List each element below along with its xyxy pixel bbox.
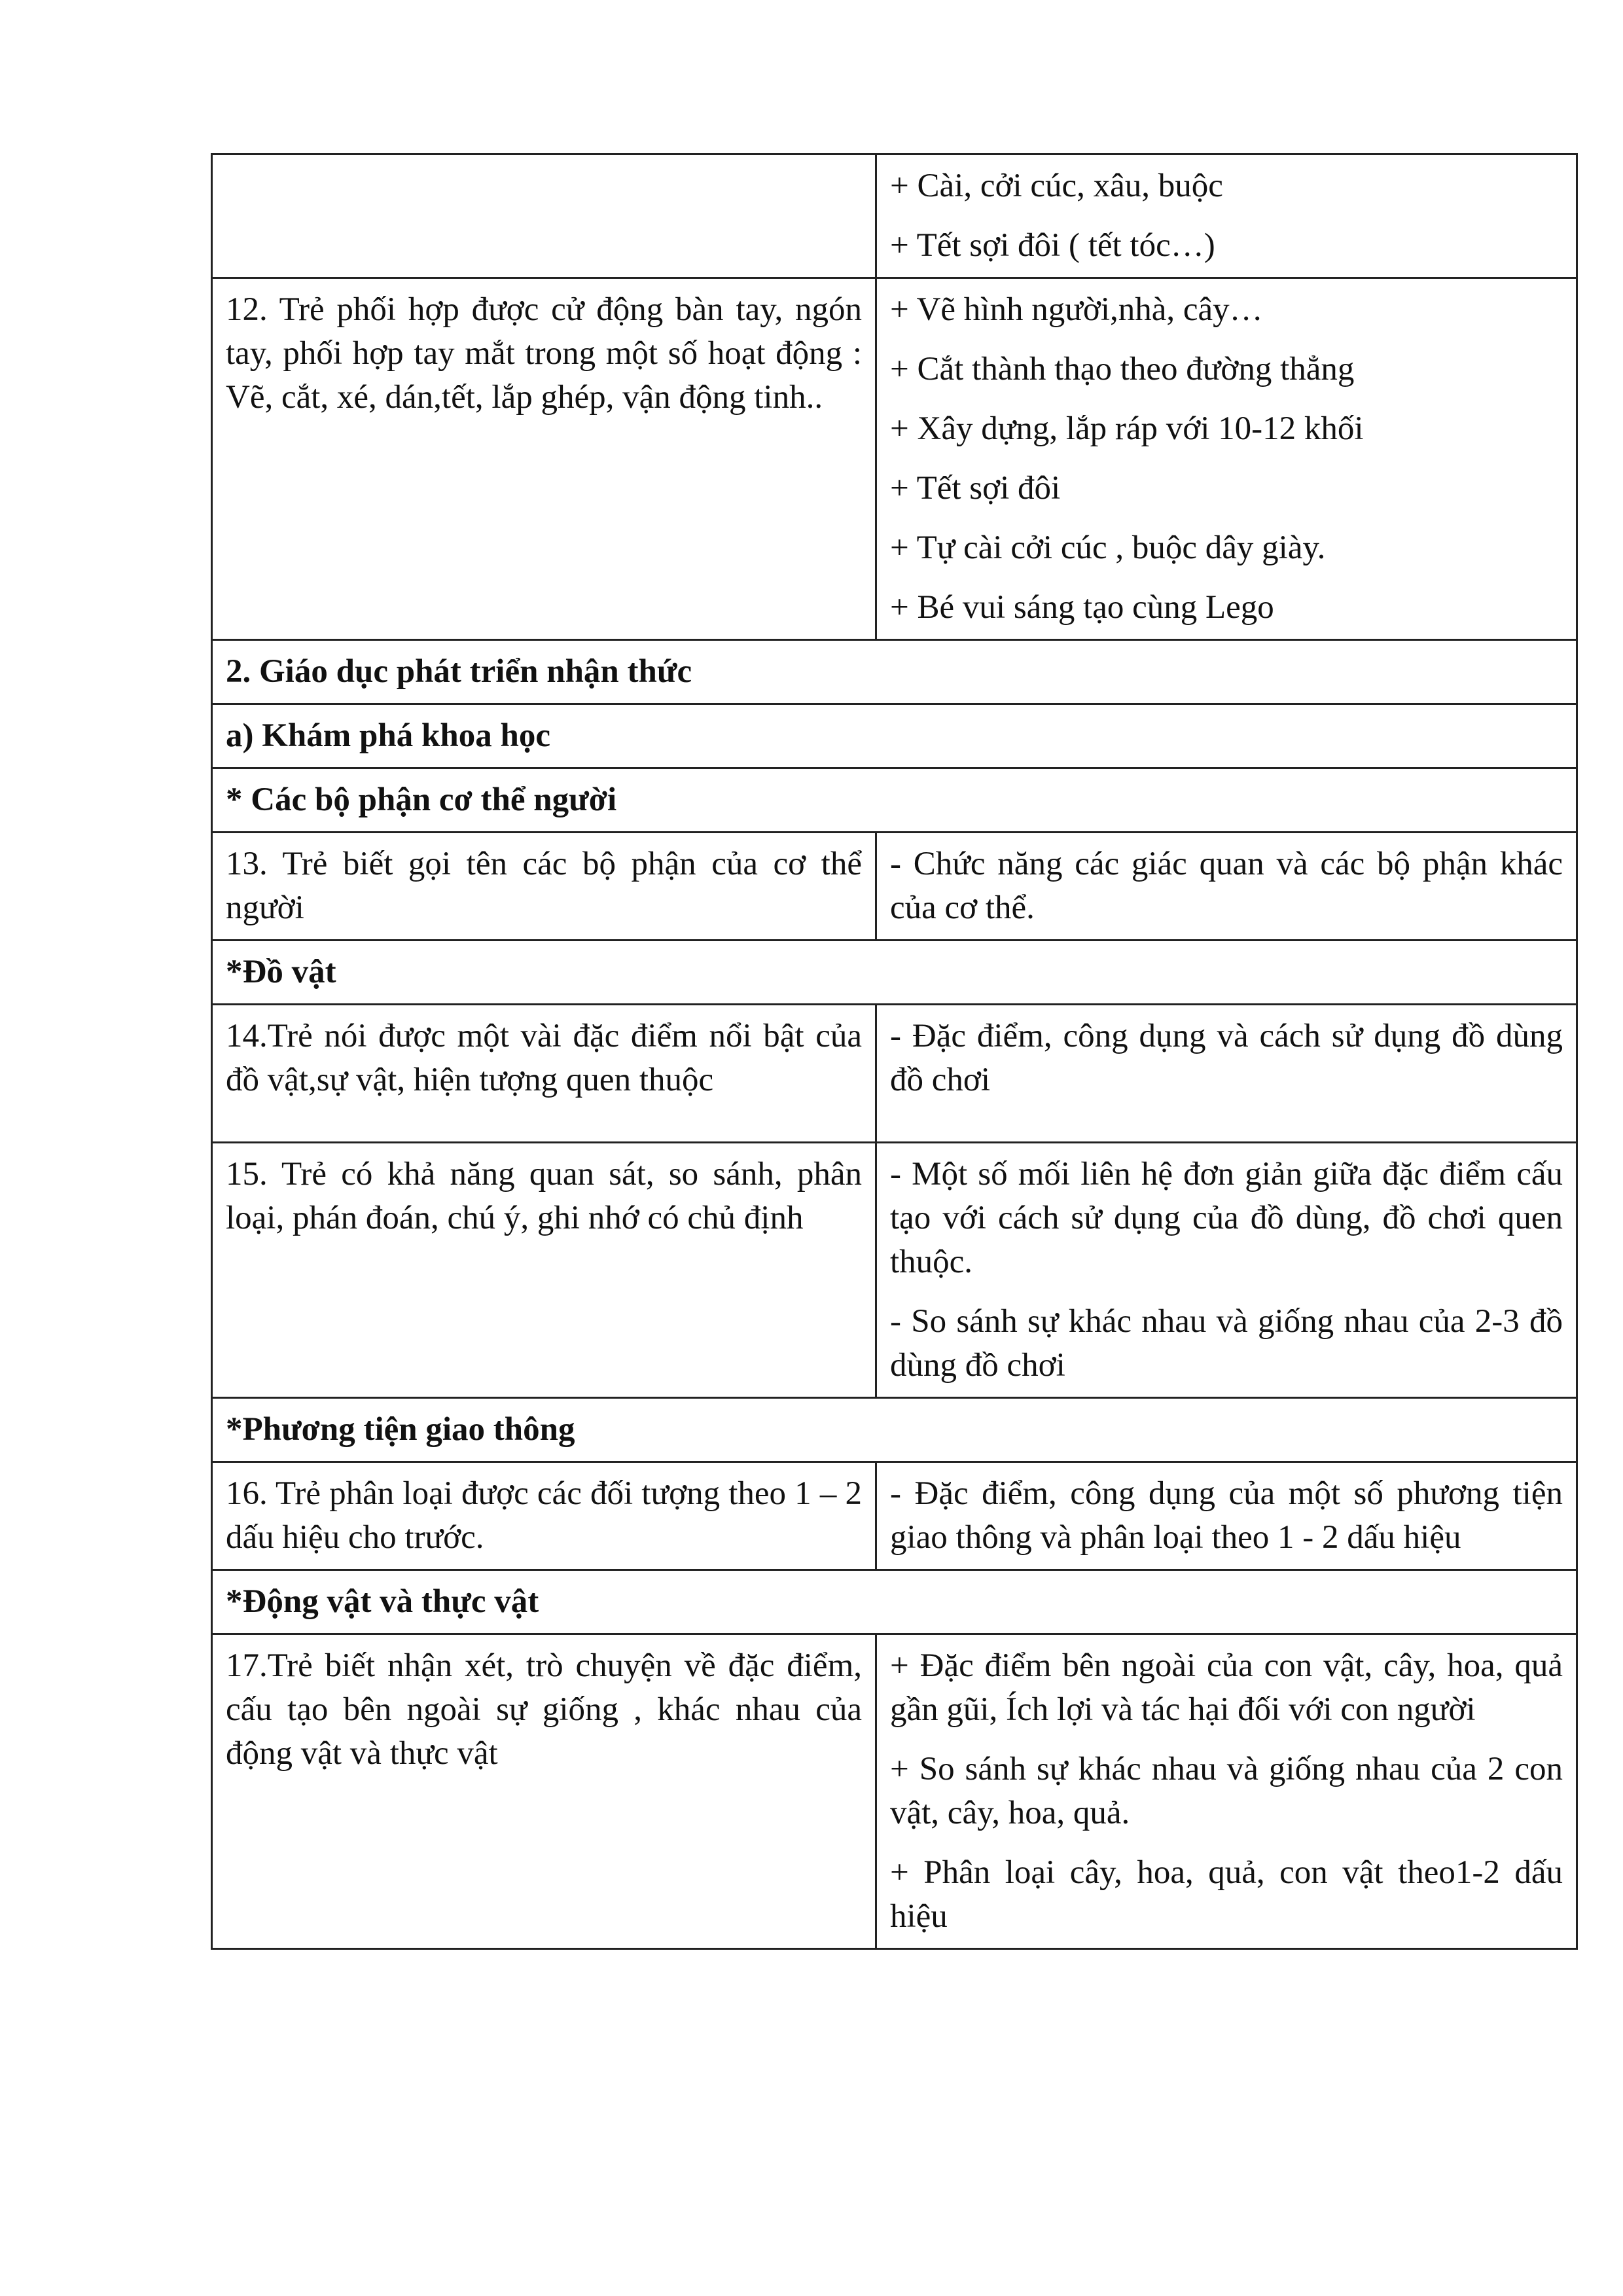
goal-cell [212, 278, 876, 640]
content-item: + Đặc điểm bên ngoài của con vật, cây, hoa, quả gần gũi, Ích lợi và tác hại đối với con người [890, 1647, 1563, 1728]
content-cell [876, 154, 1577, 278]
content-item: + Cắt thành thạo theo đường thẳng [890, 351, 1355, 387]
goal-cell [212, 154, 876, 278]
content-item: + Vẽ hình người,nhà, cây… [890, 291, 1263, 328]
section-heading: *Động vật và thực vật [212, 1570, 1577, 1634]
section-row [212, 704, 1577, 768]
table-row [212, 278, 1577, 640]
curriculum-table [211, 153, 1578, 1950]
section-row [212, 941, 1577, 1005]
content-item: - Một số mối liên hệ đơn giản giữa đặc điểm cấu tạo với cách sử dụng của đồ dùng, đồ chơi quen thuộc. [890, 1156, 1563, 1280]
goal-text: 12. Trẻ phối hợp được cử động bàn tay, ngón tay, phối hợp tay mắt trong một số hoạt động : Vẽ, cắt, xé, dán,tết, lắp ghép, vận động tinh.. [226, 291, 862, 416]
goal-cell [212, 1143, 876, 1398]
content-item: + Tết sợi đôi ( tết tóc…) [890, 227, 1215, 264]
content-item: + Xây dựng, lắp ráp với 10-12 khối [890, 410, 1364, 447]
goal-text: 13. Trẻ biết gọi tên các bộ phận của cơ thể người [226, 846, 862, 926]
section-heading: a) Khám phá khoa học [212, 704, 1577, 768]
section-heading: *Đồ vật [212, 941, 1577, 1005]
goal-cell [212, 1462, 876, 1570]
section-heading: 2. Giáo dục phát triển nhận thức [212, 640, 1577, 704]
content-item: + So sánh sự khác nhau và giống nhau của 2 con vật, cây, hoa, quả. [890, 1751, 1563, 1831]
section-row [212, 1570, 1577, 1634]
content-item: - Chức năng các giác quan và các bộ phận khác của cơ thể. [890, 846, 1563, 926]
content-cell [876, 1005, 1577, 1143]
table-row [212, 1462, 1577, 1570]
content-item: + Tết sợi đôi [890, 470, 1061, 507]
section-heading: * Các bộ phận cơ thể người [212, 768, 1577, 833]
table-row [212, 154, 1577, 278]
table-row [212, 1143, 1577, 1398]
section-heading: *Phương tiện giao thông [212, 1398, 1577, 1462]
section-row [212, 1398, 1577, 1462]
goal-text: 17.Trẻ biết nhận xét, trò chuyện về đặc điểm, cấu tạo bên ngoài sự giống , khác nhau của động vật và thực vật [226, 1647, 862, 1772]
content-item: + Tự cài cởi cúc , buộc dây giày. [890, 529, 1326, 566]
goal-cell [212, 1005, 876, 1143]
goal-text: 14.Trẻ nói được một vài đặc điểm nổi bật của đồ vật,sự vật, hiện tượng quen thuộc [226, 1018, 862, 1098]
content-item: + Phân loại cây, hoa, quả, con vật theo1-2 dấu hiệu [890, 1854, 1563, 1935]
content-item: - So sánh sự khác nhau và giống nhau của 2-3 đồ dùng đồ chơi [890, 1303, 1563, 1384]
content-cell [876, 1143, 1577, 1398]
content-cell [876, 1462, 1577, 1570]
content-cell [876, 278, 1577, 640]
table-row [212, 833, 1577, 941]
goal-text: 16. Trẻ phân loại được các đối tượng theo 1 – 2 dấu hiệu cho trước. [226, 1475, 862, 1556]
content-item: + Bé vui sáng tạo cùng Lego [890, 589, 1274, 626]
goal-cell [212, 1634, 876, 1949]
goal-text: 15. Trẻ có khả năng quan sát, so sánh, phân loại, phán đoán, chú ý, ghi nhớ có chủ định [226, 1156, 862, 1236]
content-item: - Đặc điểm, công dụng của một số phương tiện giao thông và phân loại theo 1 - 2 dấu hiệu [890, 1475, 1563, 1556]
section-row [212, 768, 1577, 833]
section-row [212, 640, 1577, 704]
table-row [212, 1634, 1577, 1949]
content-cell [876, 833, 1577, 941]
content-item: - Đặc điểm, công dụng và cách sử dụng đồ dùng đồ chơi [890, 1018, 1563, 1098]
table-row [212, 1005, 1577, 1143]
content-item: + Cài, cởi cúc, xâu, buộc [890, 168, 1223, 204]
content-cell [876, 1634, 1577, 1949]
goal-cell [212, 833, 876, 941]
